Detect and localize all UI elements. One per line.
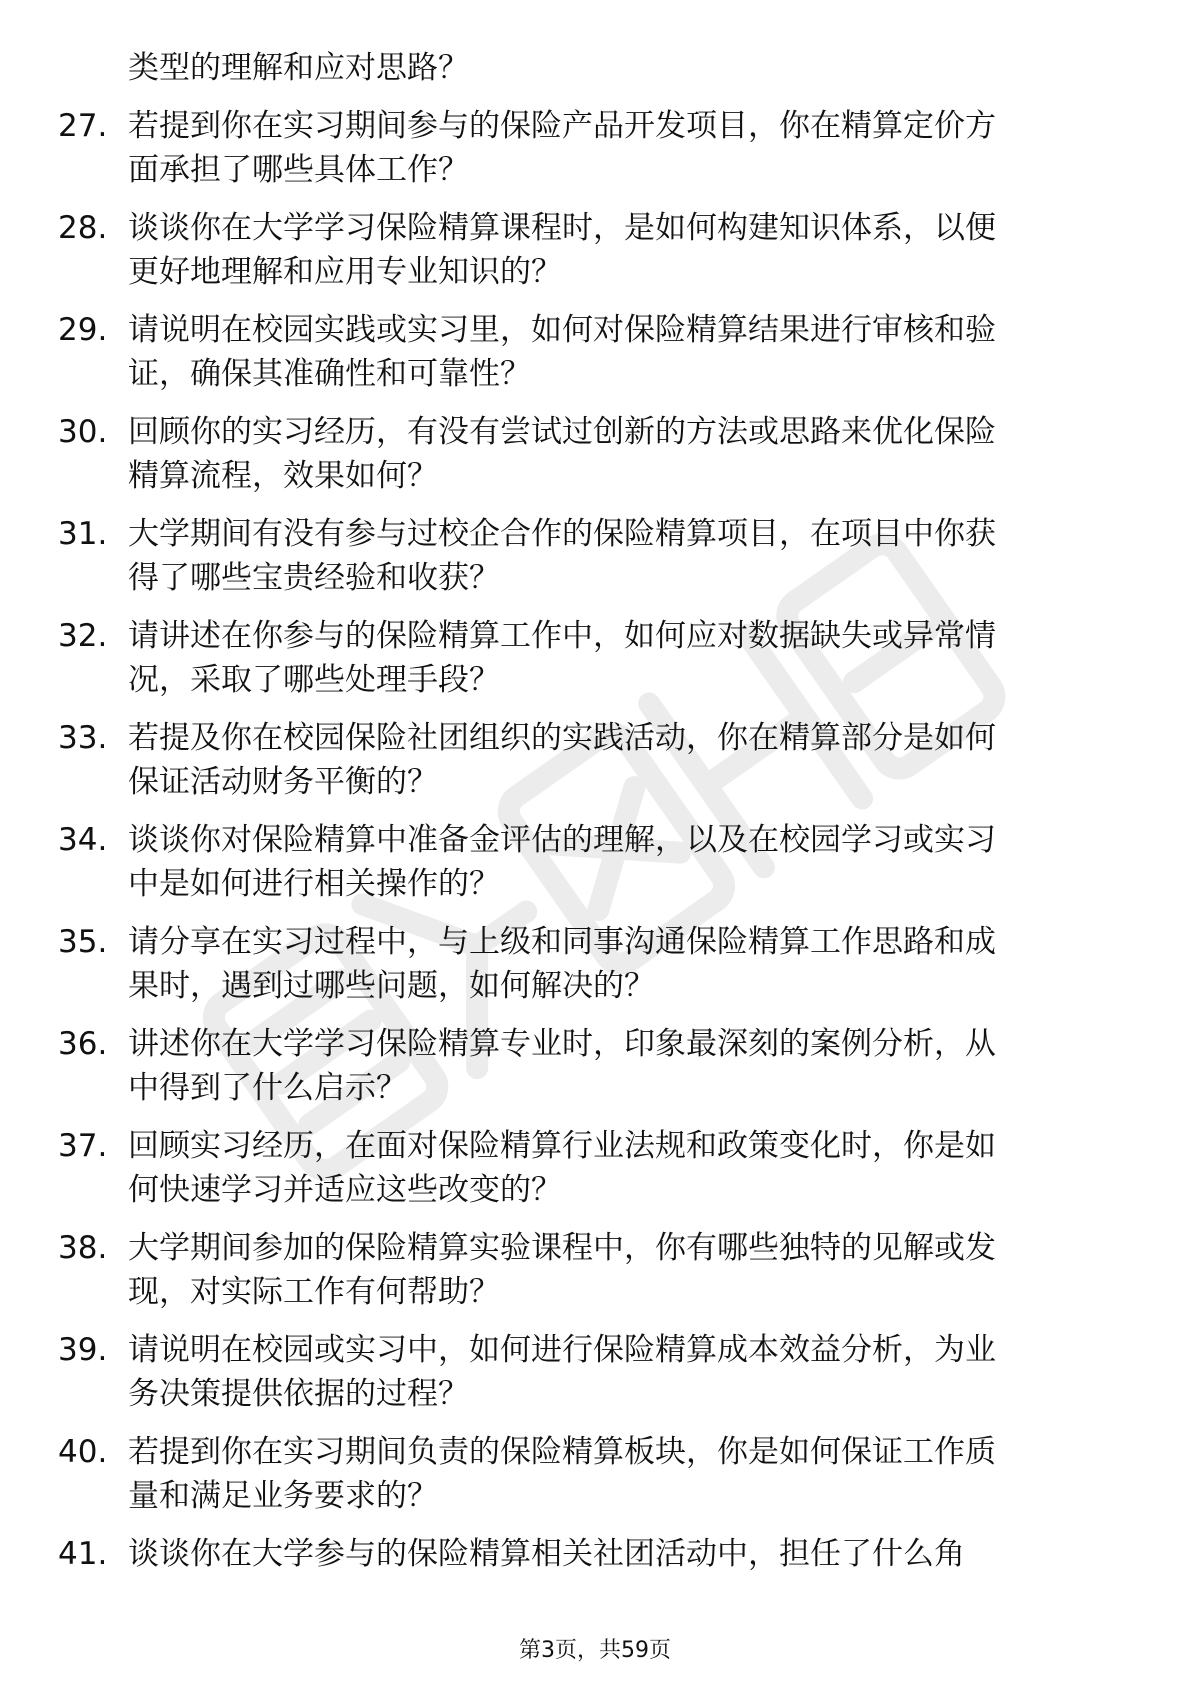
question-text [128, 920, 1138, 1008]
question-line: 若提到你在实习期间参与的保险产品开发项目，你在精算定价方 [128, 108, 996, 144]
question-line: 谈谈你在大学参与的保险精算相关社团活动中，担任了什么角 [128, 1536, 965, 1572]
question-number: 37. [58, 1128, 108, 1164]
question-number: 33. [58, 720, 108, 756]
question-line: 证，确保其准确性和可靠性？ [128, 356, 531, 392]
question-text [128, 1022, 1138, 1110]
question-item [58, 104, 1138, 192]
question-text [128, 308, 1138, 396]
question-line: 面承担了哪些具体工作？ [128, 152, 469, 188]
question-number: 41. [58, 1536, 108, 1572]
question-text [128, 104, 1138, 192]
question-line: 量和满足业务要求的？ [128, 1478, 438, 1514]
question-list [58, 46, 1138, 1576]
page-footer [0, 1636, 1190, 1666]
question-number: 30. [58, 414, 108, 450]
question-item [58, 410, 1138, 498]
question-text [128, 818, 1138, 906]
question-line: 更好地理解和应用专业知识的？ [128, 254, 562, 290]
question-line: 请说明在校园或实习中，如何进行保险精算成本效益分析，为业 [128, 1332, 996, 1368]
question-line: 果时，遇到过哪些问题，如何解决的？ [128, 968, 655, 1004]
question-line: 大学期间有没有参与过校企合作的保险精算项目，在项目中你获 [128, 516, 996, 552]
question-line: 请讲述在你参与的保险精算工作中，如何应对数据缺失或异常情 [128, 618, 996, 654]
question-item [58, 1226, 1138, 1314]
question-number: 31. [58, 516, 108, 552]
question-text [128, 1430, 1138, 1518]
question-item [58, 1328, 1138, 1416]
question-line: 请说明在校园实践或实习里，如何对保险精算结果进行审核和验 [128, 312, 996, 348]
question-text [128, 410, 1138, 498]
question-number: 36. [58, 1026, 108, 1062]
question-item [58, 1430, 1138, 1518]
question-line: 何快速学习并适应这些改变的？ [128, 1172, 562, 1208]
question-number: 35. [58, 924, 108, 960]
question-item [58, 512, 1138, 600]
question-line: 得了哪些宝贵经验和收获？ [128, 560, 500, 596]
question-line: 谈谈你在大学学习保险精算课程时，是如何构建知识体系，以便 [128, 210, 996, 246]
question-line: 务决策提供依据的过程？ [128, 1376, 469, 1412]
question-number: 34. [58, 822, 108, 858]
question-item [58, 1124, 1138, 1212]
question-line: 回顾你的实习经历，有没有尝试过创新的方法或思路来优化保险 [128, 414, 996, 450]
question-line: 中得到了什么启示？ [128, 1070, 407, 1106]
question-line: 精算流程，效果如何？ [128, 458, 438, 494]
question-number: 39. [58, 1332, 108, 1368]
question-text [128, 206, 1138, 294]
question-item [58, 818, 1138, 906]
question-item [58, 308, 1138, 396]
question-line: 保证活动财务平衡的？ [128, 764, 438, 800]
question-text [128, 716, 1138, 804]
question-line: 讲述你在大学学习保险精算专业时，印象最深刻的案例分析，从 [128, 1026, 996, 1062]
question-line: 请分享在实习过程中，与上级和同事沟通保险精算工作思路和成 [128, 924, 996, 960]
question-text [128, 614, 1138, 702]
question-text [128, 512, 1138, 600]
question-item [58, 1532, 1138, 1576]
question-number: 28. [58, 210, 108, 246]
question-number: 27. [58, 108, 108, 144]
question-line: 回顾实习经历，在面对保险精算行业法规和政策变化时，你是如 [128, 1128, 996, 1164]
question-item [58, 920, 1138, 1008]
question-line: 谈谈你对保险精算中准备金评估的理解，以及在校园学习或实习 [128, 822, 996, 858]
question-number: 32. [58, 618, 108, 654]
question-item [58, 206, 1138, 294]
question-item [58, 716, 1138, 804]
question-item [58, 1022, 1138, 1110]
question-line: 中是如何进行相关操作的？ [128, 866, 500, 902]
question-text [128, 1532, 1138, 1576]
question-text [128, 1226, 1138, 1314]
question-line: 若提到你在实习期间负责的保险精算板块，你是如何保证工作质 [128, 1434, 996, 1470]
question-line: 若提及你在校园保险社团组织的实践活动，你在精算部分是如何 [128, 720, 996, 756]
question-line: 况，采取了哪些处理手段？ [128, 662, 500, 698]
question-number: 38. [58, 1230, 108, 1266]
question-text [128, 1328, 1138, 1416]
question-item [58, 614, 1138, 702]
page-number-label: 第3页，共59页 [519, 1638, 671, 1663]
question-number: 29. [58, 312, 108, 348]
question-number: 40. [58, 1434, 108, 1470]
continuation-line: 类型的理解和应对思路？ [128, 50, 469, 86]
question-line: 大学期间参加的保险精算实验课程中，你有哪些独特的见解或发 [128, 1230, 996, 1266]
question-text [128, 1124, 1138, 1212]
question-line: 现，对实际工作有何帮助？ [128, 1274, 500, 1310]
